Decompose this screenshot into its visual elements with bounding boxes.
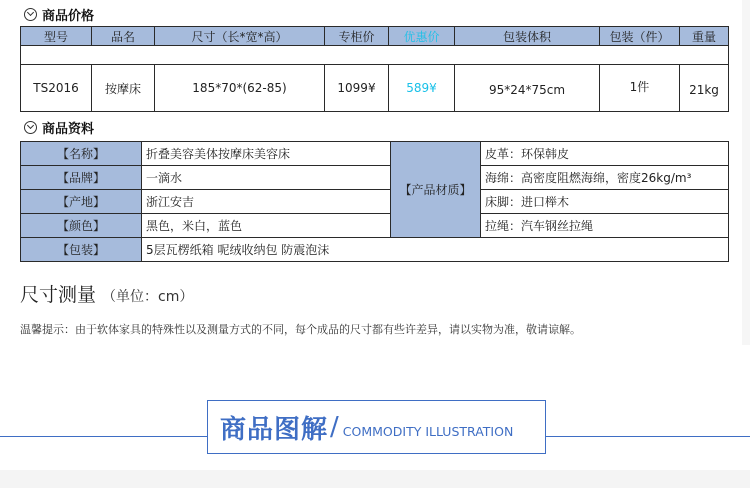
price-table — [20, 26, 729, 112]
header-package-volume: 包装体积 — [455, 27, 600, 46]
retail-price-cell: 1099¥ — [325, 65, 389, 112]
material-label: 【产品材质】 — [391, 142, 481, 238]
banner-line-right — [546, 436, 750, 437]
package-count-cell: 1件 — [600, 65, 680, 112]
product-name-cell: 按摩床 — [92, 65, 155, 112]
material-leather: 皮革：环保韩皮 — [481, 142, 729, 166]
price-spacer-row — [21, 46, 729, 65]
chevron-circle-icon — [24, 8, 37, 21]
value-name: 折叠美容美体按摩床美容床 — [142, 142, 391, 166]
illustration-banner — [207, 400, 546, 454]
header-model: 型号 — [21, 27, 92, 46]
banner-title-cn: 商品图解 — [220, 414, 329, 445]
size-measurement-heading — [20, 280, 193, 307]
material-legs: 床脚：进口榉木 — [481, 190, 729, 214]
right-edge-shade — [742, 0, 750, 345]
header-size: 尺寸（长*宽*高） — [155, 27, 325, 46]
info-row-brand — [21, 166, 729, 190]
size-unit: （单位：cm） — [102, 289, 194, 305]
price-section-title: 商品价格 — [42, 8, 95, 24]
size-cell: 185*70*(62-85) — [155, 65, 325, 112]
label-origin: 【产地】 — [21, 190, 142, 214]
price-value-row — [21, 65, 729, 112]
info-section-header — [24, 118, 94, 136]
info-row-packaging — [21, 238, 729, 262]
material-sponge: 海绵：高密度阻燃海绵，密度26kg/m³ — [481, 166, 729, 190]
header-weight: 重量 — [680, 27, 729, 46]
header-sale-price: 优惠价 — [389, 27, 455, 46]
chevron-circle-icon — [24, 121, 37, 134]
info-row-origin — [21, 190, 729, 214]
info-row-color — [21, 214, 729, 238]
sale-price-cell: 589¥ — [389, 65, 455, 112]
banner-title-en: COMMODITY ILLUSTRATION — [342, 423, 514, 439]
banner-slash: / — [330, 412, 339, 442]
price-header-row — [21, 27, 729, 46]
header-retail-price: 专柜价 — [325, 27, 389, 46]
package-volume-cell: 95*24*75cm — [455, 65, 600, 112]
label-color: 【颜色】 — [21, 214, 142, 238]
label-brand: 【品牌】 — [21, 166, 142, 190]
bottom-fade — [0, 470, 750, 488]
info-row-name — [21, 142, 729, 166]
value-origin: 浙江安吉 — [142, 190, 391, 214]
banner-line-left — [0, 436, 207, 437]
weight-cell: 21kg — [680, 65, 729, 112]
price-section-header — [24, 5, 94, 23]
value-brand: 一滴水 — [142, 166, 391, 190]
info-table — [20, 141, 729, 262]
model-cell: TS2016 — [21, 65, 92, 112]
material-rope: 拉绳：汽车钢丝拉绳 — [481, 214, 729, 238]
warm-tip: 温馨提示：由于软体家具的特殊性以及测量方式的不同，每个成品的尺寸都有些许差异，请以实物为准，敬请谅解。 — [20, 323, 581, 336]
value-packaging: 5层瓦楞纸箱 呢绒收纳包 防震泡沫 — [142, 238, 729, 262]
info-section-title: 商品资料 — [42, 121, 95, 137]
label-packaging: 【包装】 — [21, 238, 142, 262]
size-title: 尺寸测量 — [20, 284, 97, 306]
value-color: 黑色，米白，蓝色 — [142, 214, 391, 238]
header-package-count: 包装（件） — [600, 27, 680, 46]
label-name: 【名称】 — [21, 142, 142, 166]
header-product-name: 品名 — [92, 27, 155, 46]
